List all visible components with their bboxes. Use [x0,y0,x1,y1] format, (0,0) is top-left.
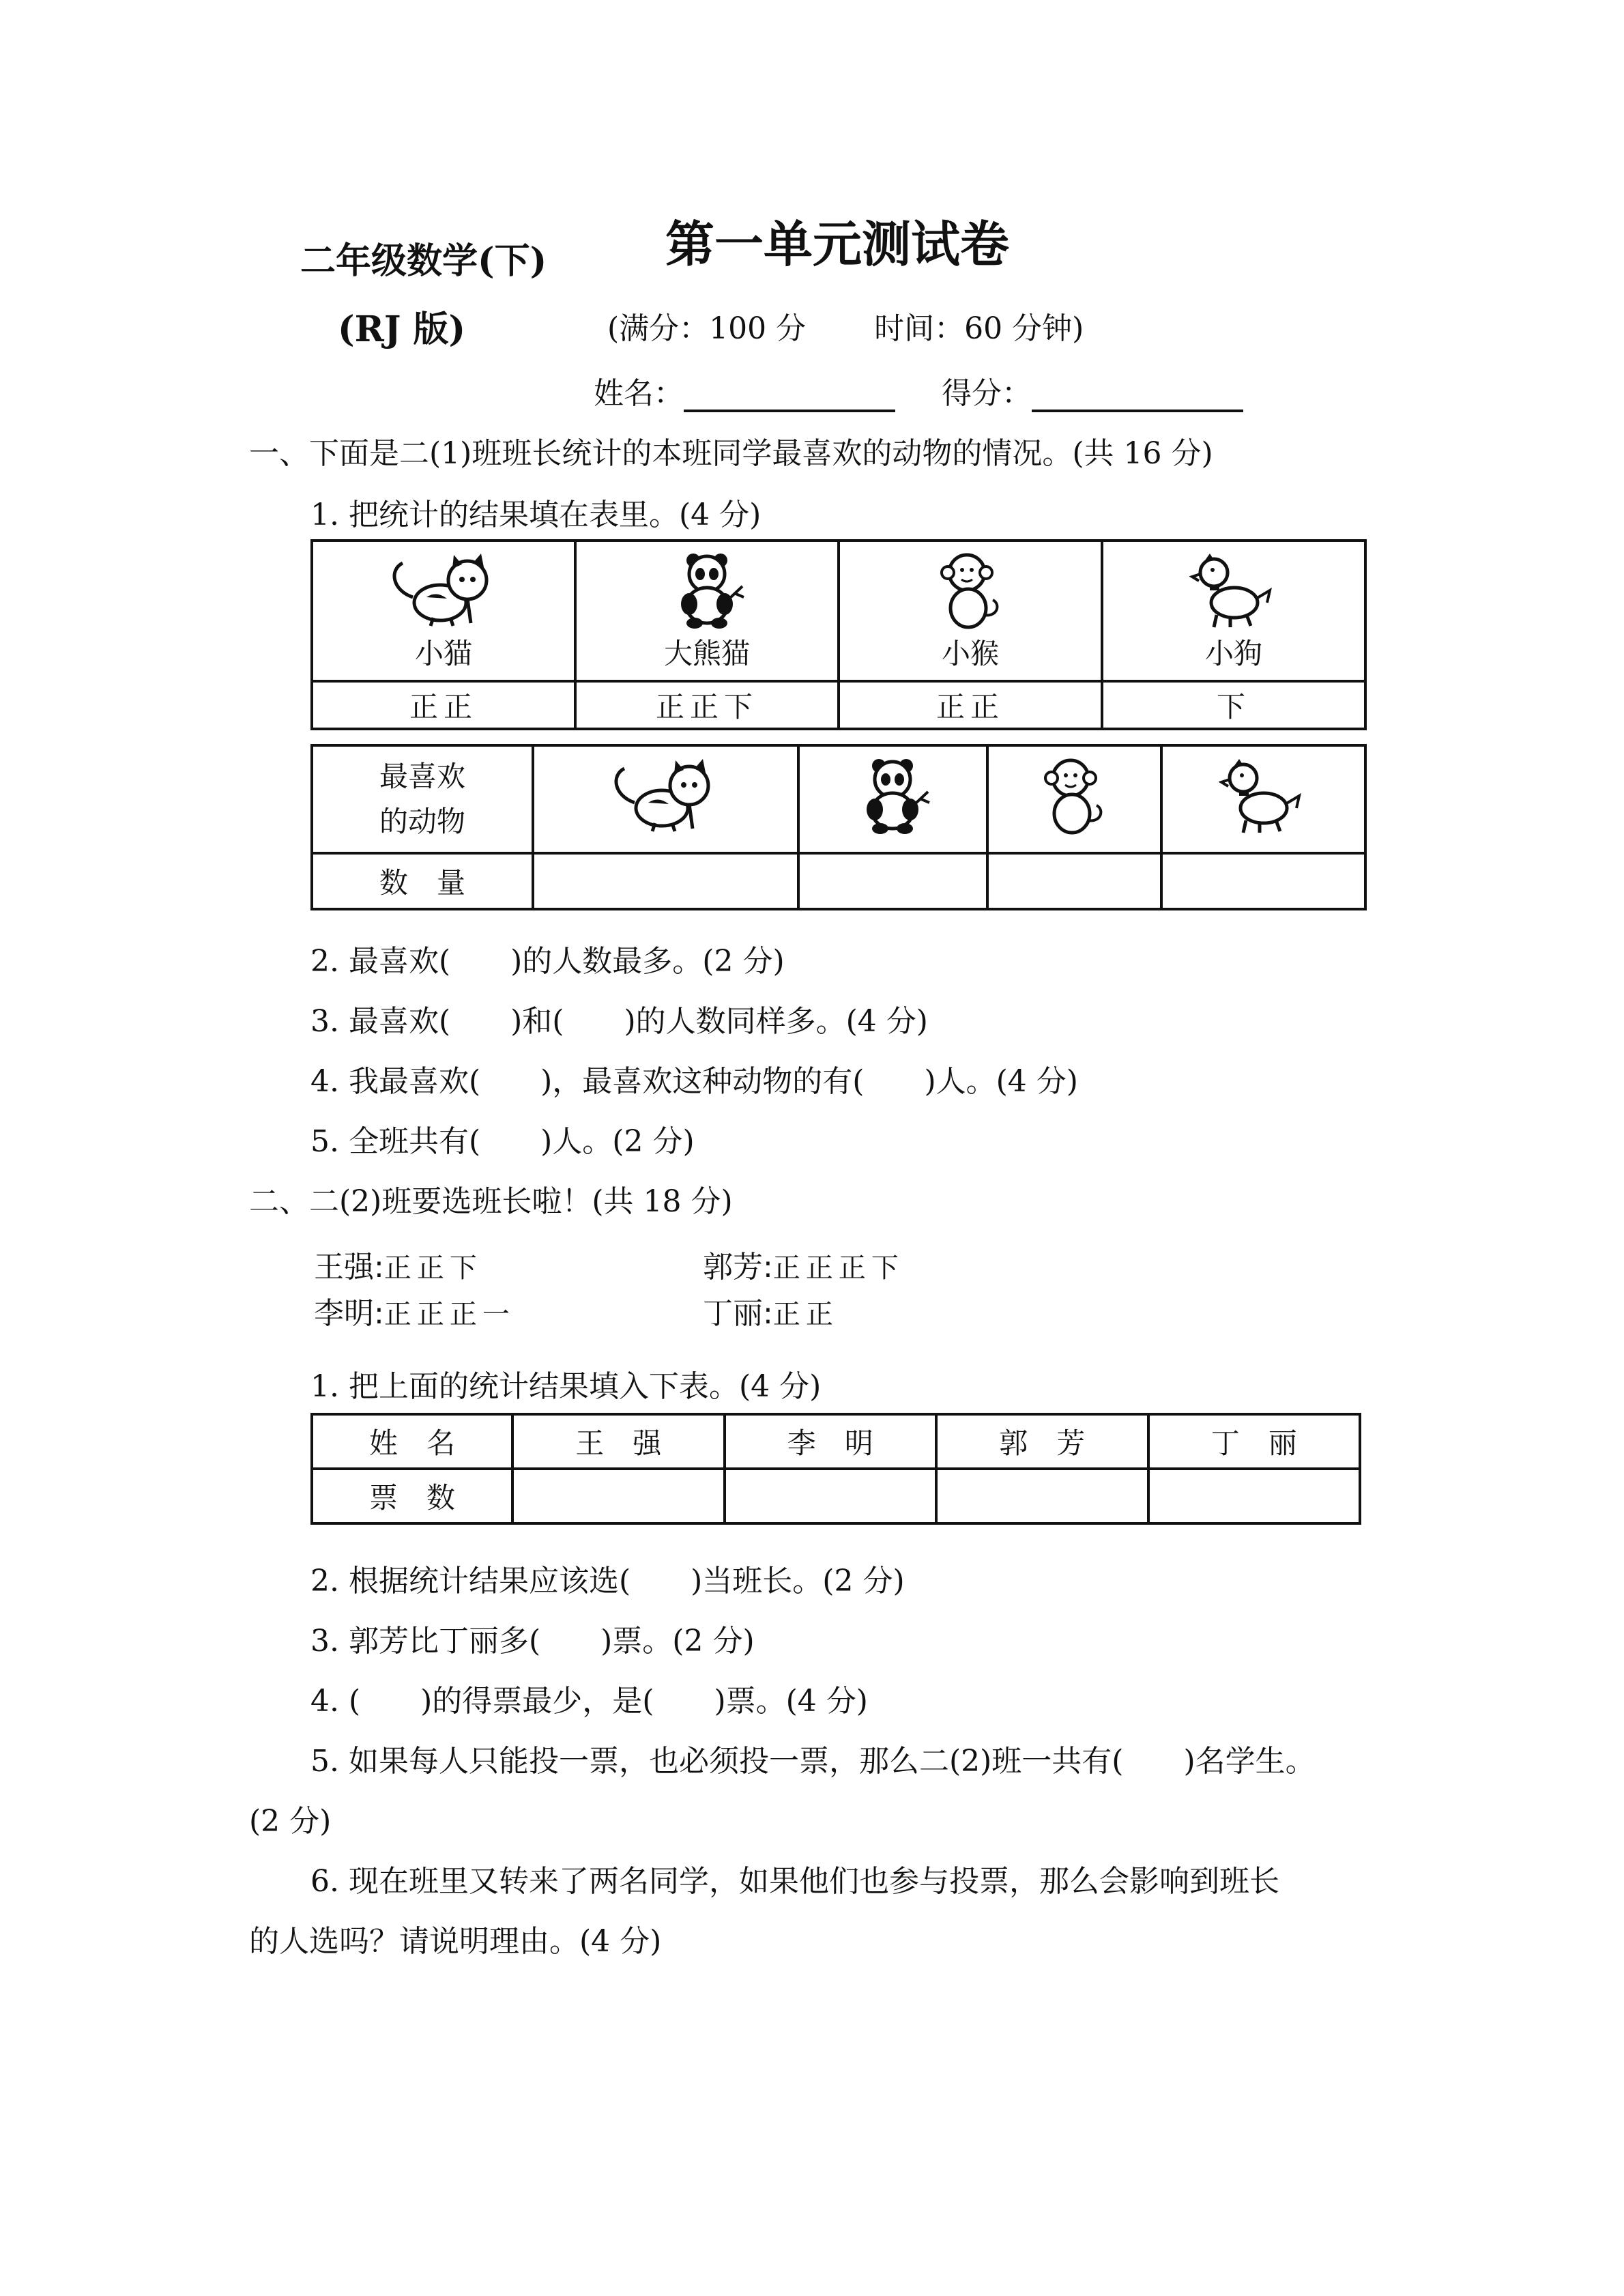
monkey-icon [1036,755,1112,837]
panda-icon [852,755,933,837]
candidate-header: 王 强 [512,1414,725,1469]
vote-tally: 正正正一 [383,1299,515,1330]
votes-blank[interactable] [936,1469,1148,1523]
page-title: 第一单元测试卷 [665,215,1010,273]
vote-tally: 正正 [772,1299,839,1330]
quantity-blank-panda[interactable] [798,853,987,909]
dog-icon [1219,755,1307,837]
s1-question-4: 4. 我最喜欢( )，最喜欢这种动物的有( )人。(4 分) [310,1064,1078,1099]
score-field[interactable] [942,369,1243,412]
animal-name: 小猫 [414,637,472,670]
candidate-name: 郭芳: [703,1250,773,1285]
label-line-1: 最喜欢 [379,760,465,793]
vote-record [314,1289,515,1332]
s2-question-2: 2. 根据统计结果应该选( )当班长。(2 分) [310,1564,905,1598]
candidate-header: 李 明 [725,1414,937,1469]
votes-blank[interactable] [725,1469,937,1523]
candidate-name: 丁丽: [703,1296,773,1331]
name-row-label: 姓 名 [312,1414,512,1469]
monkey-icon [933,549,1008,631]
candidate-name: 王强: [314,1250,384,1285]
vote-tally: 正正正下 [772,1252,904,1284]
animal-header-cat [533,745,798,853]
animal-cell-panda [575,541,839,681]
section1-heading: 一、下面是二(1)班班长统计的本班同学最喜欢的动物的情况。(共 16 分) [249,436,1213,471]
vote-count-table [310,1413,1361,1525]
s2-question-6-cont: 的人选吗？请说明理由。(4 分) [249,1924,662,1959]
animal-count-table [310,744,1367,910]
cat-icon [386,549,502,631]
quantity-label: 数 量 [312,853,533,909]
votes-blank[interactable] [1148,1469,1361,1523]
name-blank[interactable] [684,382,895,412]
animal-header-monkey [987,745,1161,853]
s1-question-2: 2. 最喜欢( )的人数最多。(2 分) [310,944,785,979]
time-limit: 时间：60 分钟) [874,311,1084,346]
animal-header-dog [1161,745,1365,853]
animal-cell-dog [1102,541,1365,681]
exam-info [607,304,1084,347]
animal-tally-table [310,539,1367,730]
s1-question-3: 3. 最喜欢( )和( )的人数同样多。(4 分) [310,1004,928,1039]
animal-name: 小猴 [941,637,999,670]
s2-question-4: 4. ( )的得票最少，是( )票。(4 分) [310,1684,868,1719]
animal-name: 小狗 [1204,637,1262,670]
panda-icon [666,549,748,631]
cat-icon [607,755,723,837]
animal-header-panda [798,745,987,853]
edition-label: (RJ 版) [338,308,466,350]
favorite-animal-label [312,745,533,853]
grade-label: 二年级数学(下) [300,240,547,282]
vote-record [314,1242,482,1286]
tally-cell: 正正 [312,681,575,729]
s2-question-5: 5. 如果每人只能投一票，也必须投一票，那么二(2)班一共有( )名学生。 [310,1744,1316,1779]
dog-icon [1189,549,1278,631]
tally-cell: 下 [1102,681,1365,729]
votes-blank[interactable] [512,1469,725,1523]
vote-record [703,1289,839,1332]
score-label: 得分： [942,376,1032,411]
votes-row-label: 票 数 [312,1469,512,1523]
vote-record [703,1242,904,1286]
label-line-2: 的动物 [379,805,465,838]
s2-question-3: 3. 郭芳比丁丽多( )票。(2 分) [310,1624,755,1659]
s1-question-5: 5. 全班共有( )人。(2 分) [310,1124,695,1159]
animal-cell-cat [312,541,575,681]
tally-cell: 正正下 [575,681,839,729]
candidate-header: 郭 芳 [936,1414,1148,1469]
vote-tally: 正正下 [383,1252,482,1284]
quantity-blank-monkey[interactable] [987,853,1161,909]
candidate-header: 丁 丽 [1148,1414,1361,1469]
animal-name: 大熊猫 [663,637,750,670]
s1-question-1: 1. 把统计的结果填在表里。(4 分) [310,498,762,532]
full-score: (满分：100 分 [607,311,807,346]
score-blank[interactable] [1032,382,1243,412]
tally-cell: 正正 [839,681,1102,729]
s2-question-6: 6. 现在班里又转来了两名同学，如果他们也参与投票，那么会影响到班长 [310,1864,1279,1899]
name-field[interactable] [594,369,895,412]
name-label: 姓名： [594,376,684,411]
quantity-blank-dog[interactable] [1161,853,1365,909]
candidate-name: 李明: [314,1296,384,1331]
s2-question-5-cont: (2 分) [249,1804,332,1839]
animal-cell-monkey [839,541,1102,681]
quantity-blank-cat[interactable] [533,853,798,909]
s2-question-1: 1. 把上面的统计结果填入下表。(4 分) [310,1369,822,1404]
section2-heading: 二、二(2)班要选班长啦！(共 18 分) [249,1184,733,1219]
